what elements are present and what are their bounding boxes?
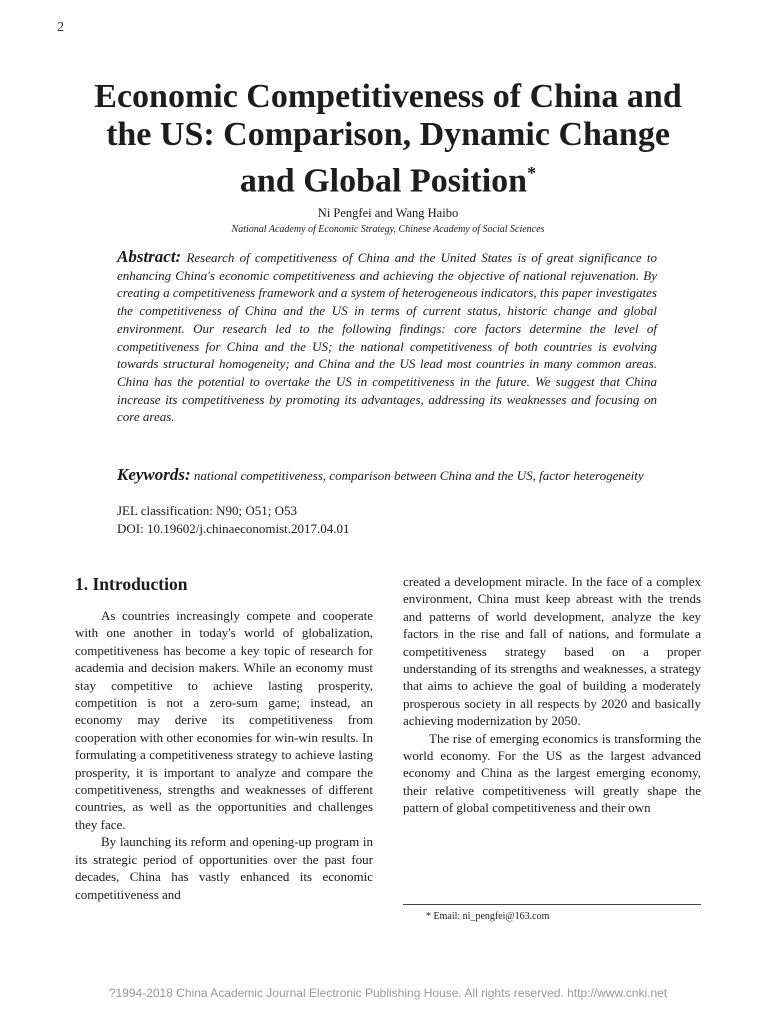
- abstract-label: Abstract:: [117, 247, 182, 266]
- jel-classification: JEL classification: N90; O51; O53: [117, 503, 298, 518]
- affiliation: National Academy of Economic Strategy, Chinese Academy of Social Sciences: [231, 224, 545, 235]
- keywords-text: national competitiveness, comparison between China and the US, factor heterogeneity: [193, 468, 644, 483]
- keywords-label: Keywords:: [117, 465, 191, 484]
- section-title: 1. Introduction: [75, 574, 188, 594]
- right-column: [403, 573, 701, 817]
- paper-title-text: Economic Competitiveness of China and the US: Comparison, Dynamic Change and Global Position: [94, 78, 682, 200]
- footnote: * Email: ni_pengfei@163.com: [426, 911, 550, 922]
- doi: DOI: 10.19602/j.chinaeconomist.2017.04.01: [117, 521, 350, 536]
- paragraph: By launching its reform and opening-up program in its strategic period of opportunities over the past four decades, China has vastly enhanced its economic competitiveness and: [75, 834, 373, 902]
- keywords: [117, 466, 657, 485]
- paper-title: [88, 78, 688, 200]
- left-column: [75, 607, 373, 903]
- footnote-divider: [403, 904, 701, 905]
- authors: Ni Pengfei and Wang Haibo: [317, 206, 459, 220]
- copyright-footer: ?1994-2018 China Academic Journal Electronic Publishing House. All rights reserved. http://www.cnki.net: [108, 986, 668, 1000]
- abstract-text: Research of competitiveness of China and the United States is of great significance to enhancing China's economic competitiveness and achieving the objective of national rejuvenation. By creating a competitiveness framework and a system of heterogeneous indicators, this paper investigates the competitiveness of China and the US in terms of current status, historic change and global environment. Our research led to the following findings: core factors determine the level of competitiveness for China and the US; the national competitiveness of both countries is evolving towards structural homogeneity; and China and the US lead most countries in many common areas. China has the potential to overtake the US in competitiveness in the future. We suggest that China increase its competitiveness by promoting its advantages, addressing its weaknesses and focusing on core areas.: [117, 250, 658, 425]
- abstract: [117, 248, 657, 426]
- paragraph: The rise of emerging economics is transforming the world economy. For the US as the largest advanced economy and China as the largest emerging economy, their relative competitiveness will greatly shape the pattern of global competitiveness and their own: [403, 730, 701, 816]
- paragraph: created a development miracle. In the face of a complex environment, China must keep abreast with the trends and patterns of world development, analyze the key factors in the rise and fall of nations, and formulate a competitiveness strategy based on a proper understanding of its strengths and weaknesses, a strategy that aims to achieve the goal of building a moderately prosperous society in all respects by 2020 and basically achieving modernization by 2050.: [403, 574, 701, 729]
- title-footnote-mark: *: [527, 163, 537, 183]
- paragraph: As countries increasingly compete and cooperate with one another in today's world of globalization, competitiveness has become a key topic of research for academia and decision makers. While an economy must stay competitive to achieve lasting prosperity, competition is not a zero-sum game; instead, an economy may derive its competitiveness from cooperation with other economies for win-win results. In formulating a competitiveness strategy to achieve lasting prosperity, it is important to analyze and compare the competitiveness, strengths and weaknesses of different countries, as well as the opportunities and challenges they face.: [75, 608, 373, 832]
- page-number: 2: [57, 20, 64, 35]
